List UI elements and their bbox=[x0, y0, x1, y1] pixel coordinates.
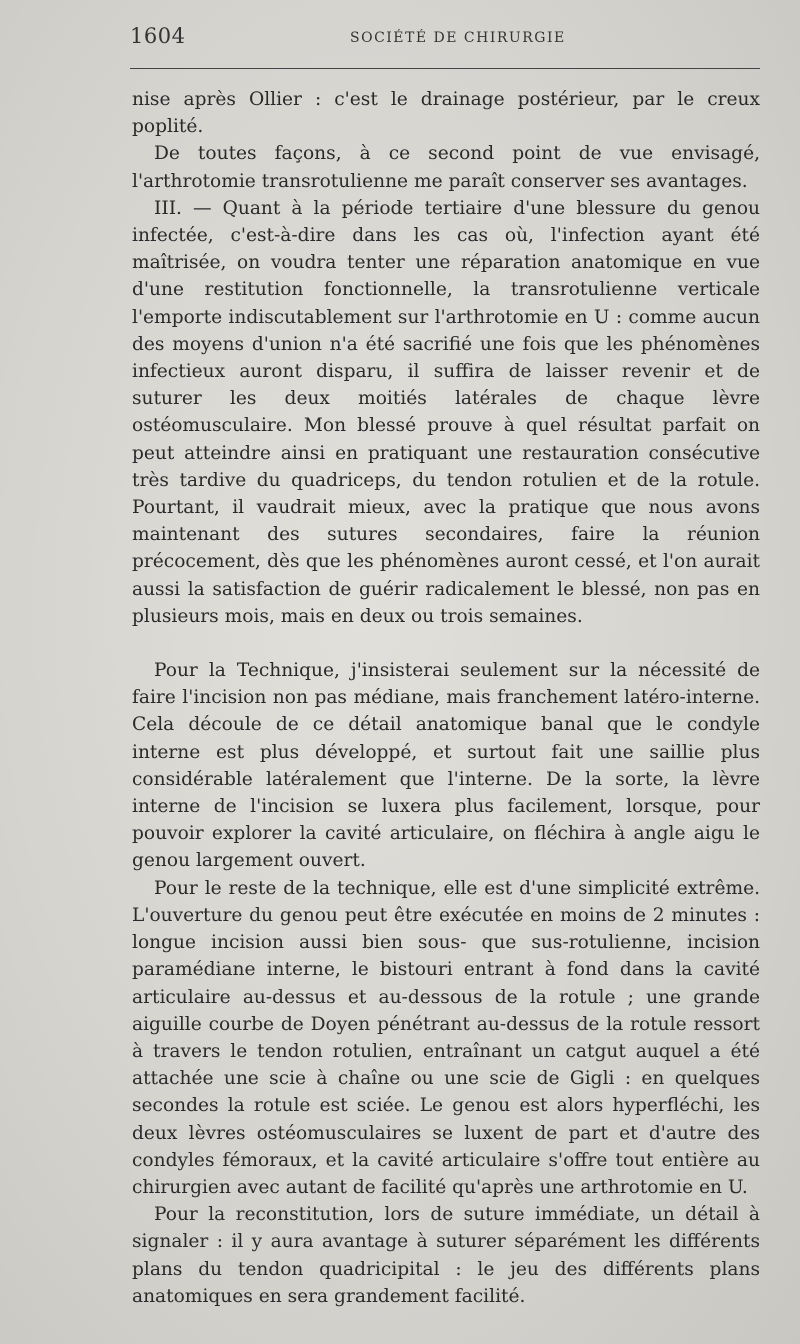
body-text bbox=[132, 86, 760, 1310]
page-header bbox=[130, 24, 760, 58]
paragraph: Pour la reconstitution, lors de suture immédiate, un détail à signaler : il y aura avantage à suturer séparément les différents plans du tendon quadricipital : le jeu des différents plans anatomiques en sera grandement facilité. bbox=[132, 1204, 760, 1307]
header-rule bbox=[130, 68, 760, 69]
page-number: 1604 bbox=[130, 24, 186, 48]
paragraph: III. — Quant à la période tertiaire d'une blessure du genou infectée, c'est-à-dire dans les cas où, l'infection ayant été maîtrisée, on voudra tenter une réparation anatomique en vue d'une restitution fonctionnelle, la transrotulienne verticale l'emporte indiscutablement sur l'arthrotomie en U : comme aucun des moyens d'union n'a été sacrifié une fois que les phénomènes infectieux auront disparu, il suffira de laisser revenir et de suturer les deux moitiés latérales de chaque lèvre ostéomusculaire. Mon blessé prouve à quel résultat parfait on peut atteindre ainsi en pratiquant une restauration consécutive très tardive du quadriceps, du tendon rotulien et de la rotule. Pourtant, il vaudrait mieux, avec la pratique que nous avons maintenant des sutures secondaires, faire la réunion précocement, dès que les phénomènes auront cessé, et l'on aurait aussi la satisfaction de guérir radicalement le blessé, non pas en plusieurs mois, mais en deux ou trois semaines. bbox=[132, 197, 760, 627]
running-title: SOCIÉTÉ DE CHIRURGIE bbox=[350, 30, 566, 46]
paragraph: nise après Ollier : c'est le drainage postérieur, par le creux poplité. bbox=[132, 89, 760, 138]
paragraph: De toutes façons, à ce second point de vue envisagé, l'arthrotomie transrotulienne me paraît conserver ses avantages. bbox=[132, 143, 760, 192]
paragraph: Pour le reste de la technique, elle est d'une simplicité extrême. L'ouverture du genou peut être exécutée en moins de 2 minutes : longue incision aussi bien sous- que sus-rotulienne, incision paramédiane interne, le bistouri entrant à fond dans la cavité articulaire au-dessus et au-dessous de la rotule ; une grande aiguille courbe de Doyen pénétrant au-dessus de la rotule ressort à travers le tendon rotulien, entraînant un catgut auquel a été attachée une scie à chaîne ou une scie de Gigli : en quelques secondes la rotule est sciée. Le genou est alors hyperfléchi, les deux lèvres ostéomusculaires se luxent de part et d'autre des condyles fémoraux, et la cavité articulaire s'offre tout entière au chirurgien avec autant de facilité qu'après une arthrotomie en U. bbox=[132, 877, 760, 1198]
paragraph: Pour la Technique, j'insisterai seulement sur la nécessité de faire l'incision non pas médiane, mais franchement latéro-interne. Cela découle de ce détail anatomique banal que le condyle interne est plus développé, et surtout fait une saillie plus considérable latéralement que l'interne. De la sorte, la lèvre interne de l'incision se luxera plus facilement, lorsque, pour pouvoir explorer la cavité articulaire, on fléchira à angle aigu le genou largement ouvert. bbox=[132, 660, 760, 872]
